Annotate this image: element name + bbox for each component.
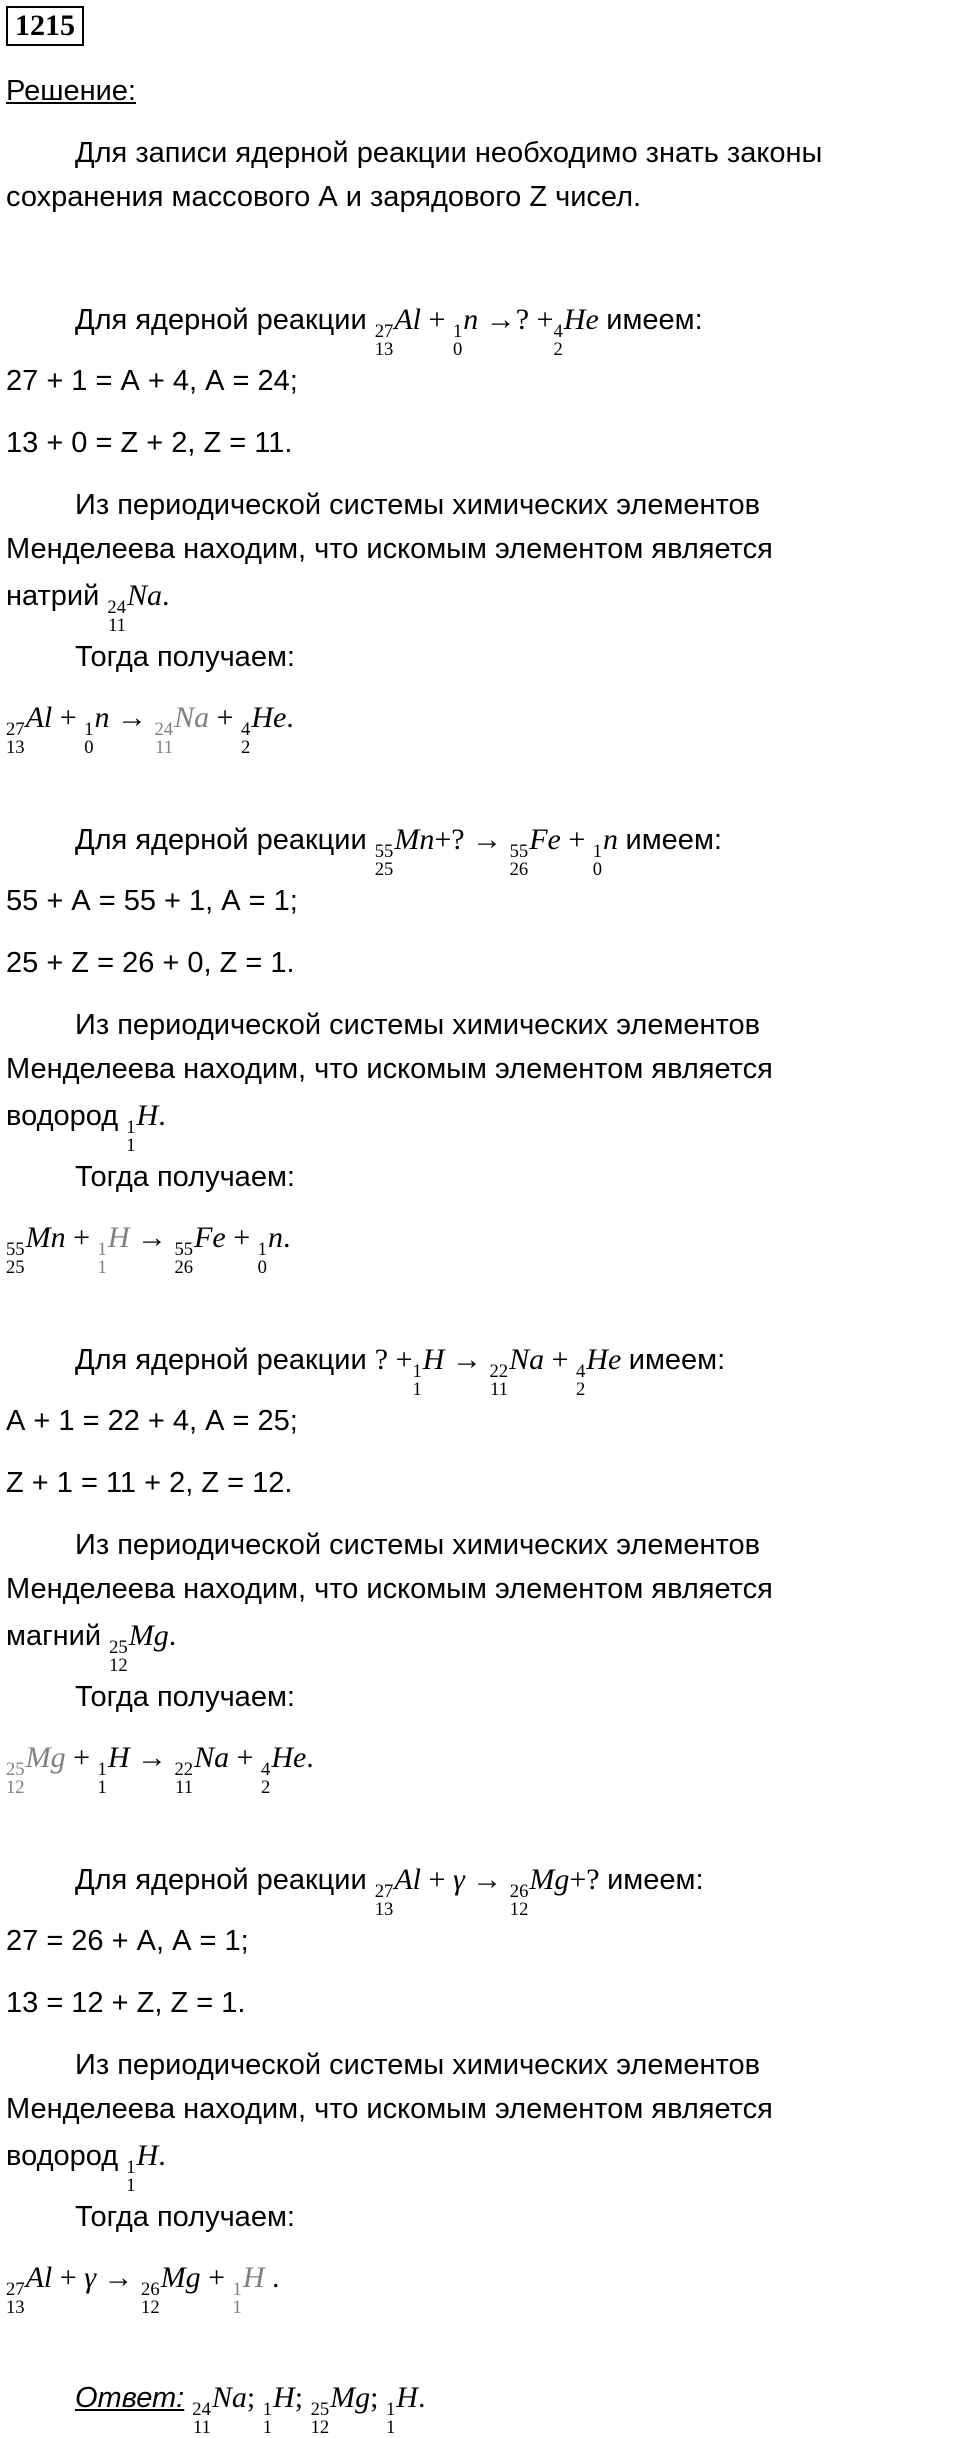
intro-line-2: сохранения массового А и зарядового Z чисел. xyxy=(6,181,642,213)
element-symbol: Mg xyxy=(25,1741,66,1774)
reaction-2-prefix: Для ядерной реакции xyxy=(75,824,367,856)
element-symbol: H xyxy=(422,1343,445,1376)
element-symbol: Al xyxy=(25,2261,53,2294)
element-name-1: натрий xyxy=(6,580,100,612)
nuclide xyxy=(174,1221,226,1279)
mass-equation-2: 55 + А = 55 + 1, А = 1; xyxy=(6,885,298,917)
nucleon-numbers xyxy=(154,718,174,759)
atomic-number: 13 xyxy=(374,1899,394,1921)
period: . xyxy=(282,1221,291,1254)
plus-sign: + xyxy=(73,1221,91,1254)
atomic-number: 11 xyxy=(192,2417,211,2438)
search-line-4-2: Менделеева находим, что искомым элементом является xyxy=(6,2093,773,2125)
charge-equation-4: 13 = 12 + Z, Z = 1. xyxy=(6,1987,246,2019)
mass-number: 4 xyxy=(241,718,251,740)
atomic-number: 26 xyxy=(174,1257,194,1279)
element-symbol: Na xyxy=(126,579,162,612)
element-symbol: He xyxy=(251,701,287,734)
charge-equation-1: 13 + 0 = Z + 2, Z = 11. xyxy=(6,427,293,459)
result-reaction-4 xyxy=(6,2260,280,2317)
mass-number: 1 xyxy=(97,1758,107,1780)
plus-sign: + xyxy=(208,2261,226,2294)
element-symbol: Na xyxy=(211,2381,247,2414)
atomic-number: 12 xyxy=(109,1655,128,1677)
answer-values xyxy=(192,2381,426,2438)
nuclide xyxy=(509,823,561,881)
nuclide xyxy=(412,1343,445,1401)
mass-number: 24 xyxy=(192,2398,211,2420)
element-symbol: Fe xyxy=(529,823,561,856)
mass-number: 1 xyxy=(262,2398,273,2420)
nuclide xyxy=(6,1741,66,1799)
atomic-number: 1 xyxy=(126,2175,136,2197)
period: . xyxy=(306,1741,314,1774)
mass-number: 26 xyxy=(141,2278,160,2300)
nuclide xyxy=(576,1343,622,1401)
reaction-2-suffix: имеем: xyxy=(625,824,722,856)
mass-number: 1 xyxy=(126,2156,136,2178)
nuclide xyxy=(107,579,162,637)
element-symbol: Na xyxy=(174,701,210,734)
nucleon-numbers xyxy=(489,1360,509,1401)
mass-number: 1 xyxy=(232,2278,242,2300)
nuclide xyxy=(97,1221,130,1279)
mass-number: 1 xyxy=(84,718,94,740)
question-mark: ? xyxy=(586,1863,600,1896)
semicolon: ; xyxy=(370,2381,379,2414)
nucleon-numbers xyxy=(174,1758,194,1799)
mass-number: 4 xyxy=(553,320,563,342)
nucleon-numbers xyxy=(509,840,529,881)
nuclide xyxy=(374,303,422,361)
arrow-sign: → xyxy=(472,823,503,856)
reaction-1-formula xyxy=(374,303,607,361)
nucleon-numbers xyxy=(452,320,463,361)
nuclide xyxy=(374,823,435,881)
element-symbol: n xyxy=(94,701,110,734)
nuclide xyxy=(310,2381,371,2438)
search-line-1-2: Менделеева находим, что искомым элементом является xyxy=(6,533,773,565)
element-symbol: Mg xyxy=(529,1863,570,1896)
reaction-3-prefix: Для ядерной реакции xyxy=(75,1344,367,1376)
reaction-2-intro xyxy=(75,822,722,879)
nuclide xyxy=(374,1863,422,1921)
element-line-4 xyxy=(6,2138,166,2195)
semicolon: ; xyxy=(246,2381,256,2414)
nuclide xyxy=(509,1863,570,1921)
plus-sign: + xyxy=(568,823,586,856)
element-name-3: магний xyxy=(6,1620,102,1652)
mass-number: 26 xyxy=(509,1880,529,1902)
element-symbol: Fe xyxy=(194,1221,226,1254)
nucleon-numbers xyxy=(509,1880,529,1921)
nucleon-numbers xyxy=(262,2398,273,2438)
nucleon-numbers xyxy=(126,2156,136,2197)
result-label-2: Тогда получаем: xyxy=(75,1161,295,1193)
mass-number: 25 xyxy=(6,1758,25,1780)
atomic-number: 13 xyxy=(6,2297,25,2319)
element-symbol: He xyxy=(271,1741,307,1774)
nucleon-numbers xyxy=(84,718,94,759)
element-symbol: Na xyxy=(194,1741,230,1774)
plus-sign: + xyxy=(59,701,77,734)
element-symbol: H xyxy=(107,1221,130,1254)
nuclide xyxy=(257,1221,283,1279)
plus-sign: + xyxy=(428,1863,446,1896)
search-line-3-1: Из периодической системы химических элементов xyxy=(75,1529,761,1561)
atomic-number: 1 xyxy=(97,1777,107,1799)
atomic-number: 11 xyxy=(155,737,174,759)
element-symbol: H xyxy=(136,2139,159,2172)
atomic-number: 12 xyxy=(141,2297,160,2319)
nuclide xyxy=(241,701,287,759)
element-symbol: n xyxy=(603,823,619,856)
plus-sign: + xyxy=(236,1741,254,1774)
nucleon-numbers xyxy=(374,320,394,361)
mass-equation-1: 27 + 1 = А + 4, А = 24; xyxy=(6,365,298,397)
nucleon-numbers xyxy=(576,1360,586,1401)
search-line-2-1: Из периодической системы химических элементов xyxy=(75,1009,761,1041)
period: . xyxy=(286,701,294,734)
atomic-number: 12 xyxy=(6,1777,25,1799)
mass-number: 25 xyxy=(310,2398,330,2420)
mass-number: 27 xyxy=(6,2278,25,2300)
atomic-number: 2 xyxy=(241,737,251,759)
nucleon-numbers xyxy=(109,1636,128,1677)
nuclide xyxy=(6,1221,66,1279)
arrow-sign: → xyxy=(136,1741,167,1774)
period: . xyxy=(158,1099,166,1132)
result-reaction-3 xyxy=(6,1740,314,1797)
nuclide xyxy=(126,1099,159,1157)
plus-sign: + xyxy=(233,1221,251,1254)
arrow-sign: → xyxy=(103,2261,134,2294)
atomic-number: 11 xyxy=(108,615,126,637)
arrow-sign: → xyxy=(136,1221,167,1254)
charge-equation-3: Z + 1 = 11 + 2, Z = 12. xyxy=(6,1467,293,1499)
nucleon-numbers xyxy=(97,1238,107,1279)
reaction-1-intro xyxy=(75,302,703,359)
mass-number: 1 xyxy=(592,840,603,862)
atomic-number: 0 xyxy=(257,1257,267,1279)
solution-label: Решение: xyxy=(6,75,136,107)
nucleon-numbers xyxy=(374,1880,394,1921)
element-symbol: He xyxy=(563,303,599,336)
element-line-3 xyxy=(6,1618,176,1675)
nuclide xyxy=(261,1741,307,1799)
atomic-number: 1 xyxy=(126,1135,136,1157)
nuclide xyxy=(592,823,619,881)
nucleon-numbers xyxy=(592,840,603,881)
element-symbol: n xyxy=(463,303,479,336)
element-symbol: H xyxy=(107,1741,130,1774)
plus-sign: + xyxy=(428,303,446,336)
arrow-sign: → xyxy=(472,1863,503,1896)
intro-line-1: Для записи ядерной реакции необходимо знать законы xyxy=(75,137,823,169)
atomic-number: 13 xyxy=(6,737,25,759)
nuclide xyxy=(489,1343,545,1401)
atomic-number: 11 xyxy=(175,1777,194,1799)
semicolon: ; xyxy=(294,2381,304,2414)
plus-sign: + xyxy=(434,823,452,856)
atomic-number: 13 xyxy=(374,339,394,361)
nucleon-numbers xyxy=(192,2398,211,2438)
plus-sign: + xyxy=(59,2261,77,2294)
result-reaction-1 xyxy=(6,700,294,757)
element-symbol: Mg xyxy=(330,2381,371,2414)
nucleon-numbers xyxy=(374,840,394,881)
mass-number: 1 xyxy=(257,1238,267,1260)
nucleon-numbers xyxy=(241,718,251,759)
nucleon-numbers xyxy=(6,718,25,759)
atomic-number: 25 xyxy=(374,859,394,881)
nucleon-numbers xyxy=(126,1116,136,1157)
nucleon-numbers xyxy=(232,2278,242,2319)
element-symbol: Mn xyxy=(25,1221,66,1254)
mass-equation-4: 27 = 26 + А, А = 1; xyxy=(6,1925,249,1957)
element-symbol: Al xyxy=(394,303,422,336)
result-label-3: Тогда получаем: xyxy=(75,1681,295,1713)
mass-number: 27 xyxy=(6,718,25,740)
result-label-1: Тогда получаем: xyxy=(75,641,295,673)
mass-number: 24 xyxy=(107,596,126,618)
element-symbol: Al xyxy=(394,1863,422,1896)
atomic-number: 2 xyxy=(261,1777,271,1799)
answer-line xyxy=(75,2380,425,2437)
reaction-4-suffix: имеем: xyxy=(607,1864,704,1896)
atomic-number: 11 xyxy=(490,1379,509,1401)
atomic-number: 1 xyxy=(232,2297,242,2319)
mass-number: 1 xyxy=(97,1238,107,1260)
arrow-sign: → xyxy=(116,701,147,734)
mass-number: 1 xyxy=(412,1360,422,1382)
question-mark: ? xyxy=(451,823,465,856)
period: . xyxy=(162,579,170,612)
nuclide xyxy=(141,2261,201,2319)
element-symbol: He xyxy=(586,1343,622,1376)
charge-equation-2: 25 + Z = 26 + 0, Z = 1. xyxy=(6,947,295,979)
atomic-number: 1 xyxy=(412,1379,422,1401)
nucleon-numbers xyxy=(553,320,563,361)
element-symbol: H xyxy=(396,2381,418,2414)
mass-number: 22 xyxy=(489,1360,509,1382)
atomic-number: 1 xyxy=(386,2417,396,2438)
nucleon-numbers xyxy=(97,1758,107,1799)
nuclide xyxy=(109,1619,169,1677)
mass-number: 24 xyxy=(154,718,174,740)
nucleon-numbers xyxy=(6,2278,25,2319)
period: . xyxy=(158,2139,166,2172)
gamma-symbol: γ xyxy=(84,2261,97,2294)
arrow-sign: → xyxy=(485,303,516,336)
nuclide xyxy=(232,2261,265,2319)
search-line-4-1: Из периодической системы химических элементов xyxy=(75,2049,761,2081)
atomic-number: 0 xyxy=(452,339,463,361)
mass-number: 25 xyxy=(109,1636,128,1658)
atomic-number: 1 xyxy=(262,2417,273,2438)
atomic-number: 0 xyxy=(592,859,603,881)
nucleon-numbers xyxy=(107,596,126,637)
atomic-number: 0 xyxy=(84,737,94,759)
plus-sign: + xyxy=(569,1863,587,1896)
search-line-2-2: Менделеева находим, что искомым элементом является xyxy=(6,1053,773,1085)
atomic-number: 2 xyxy=(576,1379,586,1401)
reaction-1-suffix: имеем: xyxy=(606,304,703,336)
element-symbol: H xyxy=(242,2261,265,2294)
mass-number: 22 xyxy=(174,1758,194,1780)
atomic-number: 25 xyxy=(6,1257,25,1279)
plus-sign: + xyxy=(395,1343,413,1376)
atomic-number: 2 xyxy=(553,339,563,361)
question-mark: ? xyxy=(515,303,530,336)
period: . xyxy=(417,2381,426,2414)
reaction-4-formula xyxy=(374,1863,607,1921)
nuclide xyxy=(6,2261,53,2319)
nucleon-numbers xyxy=(386,2398,396,2438)
reaction-3-formula xyxy=(374,1343,629,1401)
nuclide xyxy=(154,701,210,759)
nucleon-numbers xyxy=(412,1360,422,1401)
question-mark: ? xyxy=(374,1343,389,1376)
element-symbol: n xyxy=(267,1221,283,1254)
element-symbol: Al xyxy=(25,701,53,734)
reaction-3-suffix: имеем: xyxy=(628,1344,726,1376)
nucleon-numbers xyxy=(257,1238,267,1279)
element-line-2 xyxy=(6,1098,166,1155)
plus-sign: + xyxy=(536,303,554,336)
search-line-1-1: Из периодической системы химических элементов xyxy=(75,489,761,521)
mass-number: 55 xyxy=(6,1238,25,1260)
arrow-sign: → xyxy=(451,1343,482,1376)
element-name-2: водород xyxy=(6,1100,119,1132)
plus-sign: + xyxy=(216,701,234,734)
element-name-4: водород xyxy=(6,2140,119,2172)
mass-number: 4 xyxy=(261,1758,271,1780)
element-symbol: Mn xyxy=(394,823,435,856)
nuclide xyxy=(192,2381,247,2438)
reaction-1-prefix: Для ядерной реакции xyxy=(75,304,367,336)
element-symbol: Mg xyxy=(160,2261,201,2294)
nuclide xyxy=(553,303,599,361)
reaction-3-intro xyxy=(75,1342,725,1399)
element-symbol: H xyxy=(273,2381,295,2414)
element-symbol: Na xyxy=(509,1343,545,1376)
nucleon-numbers xyxy=(141,2278,160,2319)
nucleon-numbers xyxy=(261,1758,271,1799)
nucleon-numbers xyxy=(174,1238,194,1279)
plus-sign: + xyxy=(73,1741,91,1774)
nucleon-numbers xyxy=(310,2398,330,2438)
mass-number: 55 xyxy=(174,1238,194,1260)
element-symbol: Mg xyxy=(128,1619,169,1652)
search-line-3-2: Менделеева находим, что искомым элементом является xyxy=(6,1573,773,1605)
mass-number: 1 xyxy=(386,2398,396,2420)
nucleon-numbers xyxy=(6,1238,25,1279)
nuclide xyxy=(84,701,110,759)
nucleon-numbers xyxy=(6,1758,25,1799)
mass-number: 4 xyxy=(576,1360,586,1382)
period: . xyxy=(272,2261,280,2294)
atomic-number: 26 xyxy=(509,859,529,881)
atomic-number: 1 xyxy=(97,1257,107,1279)
result-label-4: Тогда получаем: xyxy=(75,2201,295,2233)
nuclide xyxy=(174,1741,230,1799)
mass-number: 1 xyxy=(126,1116,136,1138)
answer-label: Ответ: xyxy=(75,2382,185,2414)
element-line-1 xyxy=(6,578,170,635)
nuclide xyxy=(97,1741,130,1799)
gamma-symbol: γ xyxy=(452,1863,465,1896)
atomic-number: 12 xyxy=(509,1899,529,1921)
reaction-2-formula xyxy=(374,823,626,881)
nuclide xyxy=(452,303,479,361)
task-number: 1215 xyxy=(6,6,84,46)
mass-number: 55 xyxy=(509,840,529,862)
mass-number: 55 xyxy=(374,840,394,862)
mass-number: 1 xyxy=(452,320,463,342)
atomic-number: 12 xyxy=(310,2417,330,2438)
mass-number: 27 xyxy=(374,1880,394,1902)
result-reaction-2 xyxy=(6,1220,290,1277)
mass-equation-3: А + 1 = 22 + 4, А = 25; xyxy=(6,1405,298,1437)
plus-sign: + xyxy=(551,1343,569,1376)
reaction-4-prefix: Для ядерной реакции xyxy=(75,1864,367,1896)
nuclide xyxy=(262,2381,295,2438)
nuclide xyxy=(126,2139,159,2197)
nuclide xyxy=(6,701,53,759)
reaction-4-intro xyxy=(75,1862,704,1919)
nuclide xyxy=(386,2381,418,2438)
period: . xyxy=(168,1619,177,1652)
element-symbol: H xyxy=(136,1099,159,1132)
mass-number: 27 xyxy=(374,320,394,342)
